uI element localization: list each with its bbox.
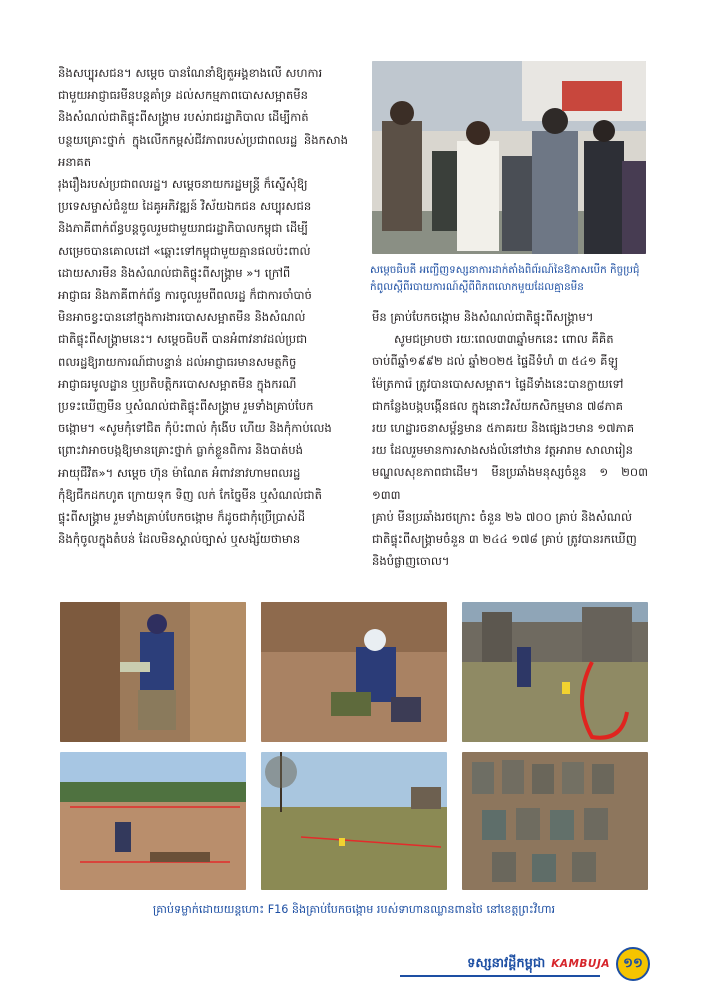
gallery-caption: គ្រាប់ទម្លាក់ដោយយន្តហោះ F16 និងគ្រាប់បែកចង្កោម របស់ទាហានឈ្លានពានថៃ នៅខេត្តព្រះវិហារ [152,903,556,916]
deminer-kneeling-photo [261,602,447,742]
text-line: ប្រទះឃើញមីន ឬសំណល់ជាតិផ្ទុះពីសង្គ្រាម រួមទាំងគ្រាប់បែក [58,399,314,414]
text-line: ព្រោះវាអាចបង្កឱ្យមានគ្រោះថ្នាក់ ធ្លាក់ខ្លួនពិការ និងបាត់បង់ [58,443,304,458]
text-line: អាយុជីវិត»។ សម្ដេច ហ៊ុន ម៉ាណែត អំពាវនាវហាមពលរដ្ឋ [58,465,301,480]
text-line: រយ ដែលរួមមានការសាងសង់លំនៅឋាន វត្តអារាម សាលារៀន [372,443,634,458]
left-article-column [58,62,348,550]
text-line: ផ្ទុះពីសង្គ្រាម រួមទាំងគ្រាប់បែកចង្កោម ក៏ដូចជាកុំប្រើប្រាស់ដី [58,510,306,525]
text-line: មណ្ឌលសុខភាពជាដើម។ មីនប្រឆាំងមនុស្សចំនួន ១ ២០៣ ១៣៣ [372,465,648,502]
grassland-perimeter-photo [261,752,447,890]
top-photo-caption: សម្ដេចធិបតី អញ្ជើញទស្សនាការដាក់តាំងពិព័រណ៍នៃឱកាសបើក កិច្ចប្រជុំកំពូលស្ដីពីរបាយការណ៍ស្ដីពីពិភពលោកមួយដែលគ្មានមីន [370,264,640,293]
text-line: ជាតិផ្ទុះពីសង្គ្រាមនេះ។ សម្ដេចធិបតី បានអំពាវនាវដល់ប្រជា [58,332,308,347]
text-line: រុងរឿងរបស់ប្រជាពលរដ្ឋ។ សម្ដេចនាយករដ្ឋមន្ត្រី ក៏ស្នើសុំឱ្យ [58,177,308,192]
text-line: បន្ថយគ្រោះថ្នាក់ ក្នុងលើកកម្ពស់ជីវភាពរបស់ប្រជាពលរដ្ឋ និងកសាងអនាគត [58,132,348,169]
text-line: ប្រទេសម្ចាស់ជំនួយ ដៃគូអភិវឌ្ឍន៍ វិស័យឯកជន សប្បុរសជន [58,199,312,214]
recovered-munitions-photo [462,752,648,890]
text-line: និងបំផ្លាញចោល។ [372,554,450,569]
right-article-column [372,306,648,572]
text-line: កុំឱ្យជីកដកហូត ក្រោយទុក ទិញ លក់ កែច្នៃមីន ឬសំណល់ជាតិ [58,487,322,502]
text-line: អាជ្ញាធរមូលដ្ឋាន ឬប្រតិបត្តិករបោសសម្អាតមីន ក្នុងករណី [58,376,297,391]
temple-ruins-photo [462,602,648,742]
text-line: ជាមួយអាជ្ញាធរមីនបន្តគាំទ្រ ដល់សកម្មភាពបោសសម្អាតមីន [58,88,308,103]
footer-divider [400,975,600,977]
text-line: សម្រេចបានគោលដៅ «ឆ្ពោះទៅកម្ពុជាមួយគ្មានផលប៉ះពាល់ [58,243,311,258]
text-line: ជាកន្លែងបង្កបង្កើនផល ក្នុងនោះវិស័យកសិកម្មមាន ៧៨ភាគ [372,398,623,413]
text-line: ដោយសារមីន និងសំណល់ជាតិផ្ទុះពីសង្គ្រាម »។ ក្រៅពី [58,265,291,280]
text-line: អាជ្ញាធរ និងភាគីពាក់ព័ន្ធ ការចូលរួមពីពលរដ្ឋ ក៏ជាការចាំបាច់ [58,288,312,303]
text-line: គ្រាប់ មីនប្រឆាំងរថក្រោះ ចំនួន ២៦ ៧០០ គ្រាប់ និងសំណល់ [372,509,632,524]
exhibition-visit-photo [372,61,646,254]
magazine-brand: KAMBUJA [551,958,610,970]
text-line: និងសប្បុរសជន។ សម្ដេច បានណែនាំឱ្យតួអង្គខាងលើ សហការ [58,66,323,80]
text-line: និងភាគីពាក់ព័ន្ធបន្តចូលរួមជាមួយរាជរដ្ឋាភិបាលកម្ពុជា ដើម្បី [58,221,308,236]
text-line: ចង្កោម។ «សូមកុំទៅជិត កុំប៉ះពាល់ កុំងើប ហើយ និងកុំកាប់លេង [58,421,332,436]
demining-trench-photo [60,602,246,742]
text-line: និងសំណល់ជាតិផ្ទុះពីសង្គ្រាម របស់រាជរដ្ឋាភិបាល ដើម្បីកាត់ [58,110,309,125]
text-line: សូមជម្រាបថា រយៈពេល៣៣ឆ្នាំមកនេះ ពោល គឺគិត [394,332,614,347]
text-line: រយ ហេដ្ឋារចនាសម្ព័ន្ធមាន ៥ភាគរយ និងផ្សេងៗមាន ១៧ភាគ [372,421,635,436]
text-line: ចាប់ពីឆ្នាំ១៩៩២ ដល់ ឆ្នាំ២០២៥ ផ្ទៃដីទំហំ ៣ ៥៤១ គីឡូ [372,354,619,369]
magazine-title: ទស្សនាវដ្ដីកម្ពុជា [467,955,546,971]
text-line: ពលរដ្ឋឱ្យរាយការណ៍ជាបន្ទាន់ ដល់អាជ្ញាធរមានសមត្ថកិច្ច [58,354,297,369]
text-line: ម៉ែត្រការ៉េ ត្រូវបានបោសសម្អាត។ ផ្ទៃដីទាំងនេះបានក្លាយទៅ [372,376,624,391]
text-line: មិនអាចខ្វះបាននៅក្នុងការងារបោសសម្អាតមីន និងសំណល់ [58,310,306,325]
text-line: ជាតិផ្ទុះពីសង្គ្រាមចំនួន ៣ ២៤៤ ១៧៨ គ្រាប់ ត្រូវបានរកឃើញ [372,532,637,547]
marked-field-photo [60,752,246,890]
text-line: មីន គ្រាប់បែកចង្កោម និងសំណល់ជាតិផ្ទុះពីសង្គ្រាម។ [372,310,594,324]
text-line: និងកុំចូលក្នុងតំបន់ ដែលមិនស្គាល់ច្បាស់ ឬសង្ស័យថាមាន [58,532,301,547]
page-number-badge: ១១ [616,947,650,981]
